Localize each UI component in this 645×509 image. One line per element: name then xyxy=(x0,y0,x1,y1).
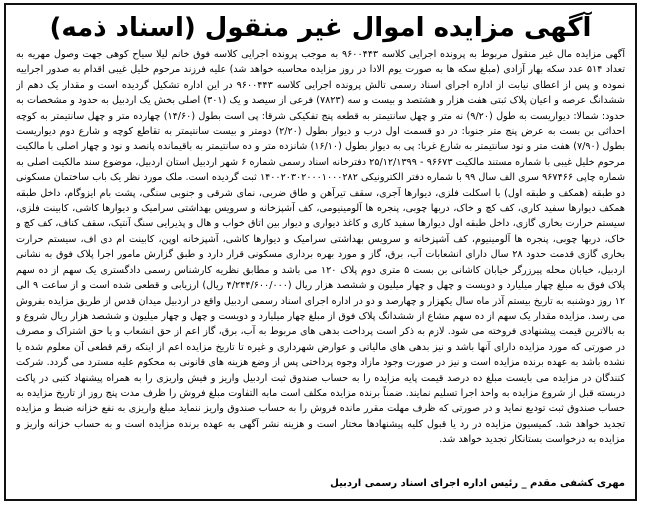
notice-title: آگهی مزایده اموال غیر منقول (اسناد ذمه) xyxy=(49,13,592,43)
notice-signature: مهری کشفی مقدم _ رئیس اداره اجرای اسناد رسمی اردبیل xyxy=(330,478,625,489)
notice-body: آگهی مزایده مال غیر منقول مربوط به پرونده اجرایی کلاسه ۹۶۰۰۴۴۳ به موجب پرونده اجرایی کلاسه فوق خانم لیلا سیاح کوهی جهت وصول مهریه به تعداد ۵۱۴ عدد سکه بهار آزادی (مبلغ سکه ها به صورت یوم الادا در روز مزایده محاسبه خواهد شد) علیه فرزند مرحوم خلیل غیبی اقدام به صدور اجراییه نموده و پس از اعطای نیابت از اداره اجرای اسناد رسمی تالش پرونده اجرایی کلاسه ۹۶۰۰۴۴۳ در این اداره تشکیل گردیده است و مقدار یک دهم از ششدانگ عرصه و اعیان پلاک ثبتی هفت هزار و هشتصد و بیست و سه (۷۸۲۳) فرعی از سیصد و یک (۳۰۱) اصلی بخش یک اردبیل به حدود و مشخصات به حدود: شمالا: دیواریست به طول (۹/۲۰) نه متر و چهل سانتیمتر به قطعه پنج تفکیکی شرقا: پی است بطول (۱۴/۶۰) چهارده متر و چهل سانتیمتر به کوچه احداثی بن بست به عرض پنج متر جنوبا: در دو قسمت اول درب و دیوار بطول (۲/۲۰) دومتر و بیست سانتیمتر به تقاطع کوچه و شارع دوم دیواریست بطول (۷/۹۰) هفت متر و نود سانتیمتر به شارع غربا: پی به دیوار بطول (۱۶/۱۰) شانزده متر و ده سانتیمتر به باقیمانده پانصد و نود و چهار اصلی با مالکیت مرحوم خلیل غیبی با شماره مستند مالکیت ۹۶۶۷۳ - ۲۵/۱۲/۱۳۹۹ دفترخانه اسناد رسمی شماره ۶ شهر اردبیل استان اردبیل، موضوع سند مالکیت اصلی به شماره چاپی ۹۶۷۴۶۶ سری الف سال ۹۹ با شماره دفتر الکترونیکی ۱۴۰۰۲۰۳۰۲۰۰۰۱۰۰۰۲۸۲ ثبت گردیده است. ملک مورد نظر یک باب ساختمان مسکونی دو طبقه (همکف و طبقه اول) با اسکلت فلزی، دیوارها آجری، سقف تیرآهن و طاق ضربی، نمای شرقی و جنوبی سنگی، پشت بام ایزوگام، داخل طبقه همکف دیوارها سفید کاری، کف کچ و خاک، دربها چوبی، پنجره ها آلومینیومی، کف آشپزخانه و سرویس بهداشتی سرامیک و دیوارها کاشی، کابینت فلزی، سیستم حرارت بخاری گازی، داخل طبقه اول دیوارها سفید کاری و کاغذ دیواری و دیوار بین اتاق خواب و هال و پذیرایی سنگ آنتیک، سقف کناف، کف کچ و خاک، دربها چوبی، پنجره ها آلومینیوم، کف آشپزخانه و سرویس بهداشتی سرامیک و دیوارها کاشی، آشپزخانه اوپن، کابینت ام دی اف، سیستم حرارت بخاری گازی قدمت حدود ۲۸ سال دارای انشعابات آب، برق، گاز و مورد بهره برداری مسکونی قرار دارد و طبق گزارش مامور اجرا پلاک فوق به نشانی اردبیل، خیابان محله پیرزرگر خیابان کاشانی بن بست ۵ متری دوم پلاک ۱۲۰ می باشد و مطابق نظریه کارشناس رسمی دادگستری یک سهم از ده سهم پلاک فوق به مبلغ چهار میلیارد و دویست و چهل و چهار میلیون و ششصد هزار ریال (۴/۲۴۴/۶۰۰/۰۰۰ ریال) ارزیابی و قطعی شده است و از ساعت ۹ الی ۱۲ روز دوشنبه به تاریخ بیستم آذر ماه سال یکهزار و چهارصد و دو در اداره اجرای اسناد رسمی اردبیل واقع در اردبیل میدان قدس از طریق مزایده بفروش می رسد. مزایده مقدار یک سهم از ده سهم مشاع از ششدانگ پلاک فوق از مبلغ چهار میلیارد و دویست و چهل و چهار میلیون و ششصد هزار ریال شروع و به بالاترین قیمت پیشنهادی فروخته می شود. لازم به ذکر است پرداخت بدهی های مربوط به آب، برق، گاز اعم از حق انشعاب و یا حق اشتراک و مصرف در صورتی که مورد مزایده دارای آنها باشد و نیز بدهی های مالیاتی و عوارض شهرداری و غیره تا تاریخ مزایده اعم از اینکه رقم قطعی آن معلوم شده یا نشده باشد به عهده برنده مزایده است و نیز در صورت وجود مازاد وجوه پرداختی پس از وضع هزینه های قانونی به محکوم علیه مسترد می گردد. شرکت کنندگان در مزایده می بایست مبلغ ده درصد قیمت پایه مزایده را به حساب صندوق ثبت اردبیل واریز و فیش واریزی را به همراه پیشنهاد کتبی در پاکت دربسته قبل از شروع مزایده به واحد اجرا تسلیم نمایند. ضمناً برنده مزایده مکلف است مابه التفاوت مبلغ فروش را ظرف مدت پنج روز از تاریخ مزایده به حساب صندوق ثبت تودیع نماید و در صورتی که ظرف مهلت مقرر مانده فروش را به حساب صندوق واریز ننماید مبلغ واریزی به نفع خزانه ضبط و مزایده تجدید خواهد شد. کمیسیون مزایده در رد یا قبول کلیه پیشنهادها مختار است و هزینه نشر آگهی به عهده برنده مزایده است و به حساب خزانه واریز و مزایده به درخواست بستانکار تجدید خواهد شد. xyxy=(16,49,625,446)
notice-frame xyxy=(4,3,637,501)
